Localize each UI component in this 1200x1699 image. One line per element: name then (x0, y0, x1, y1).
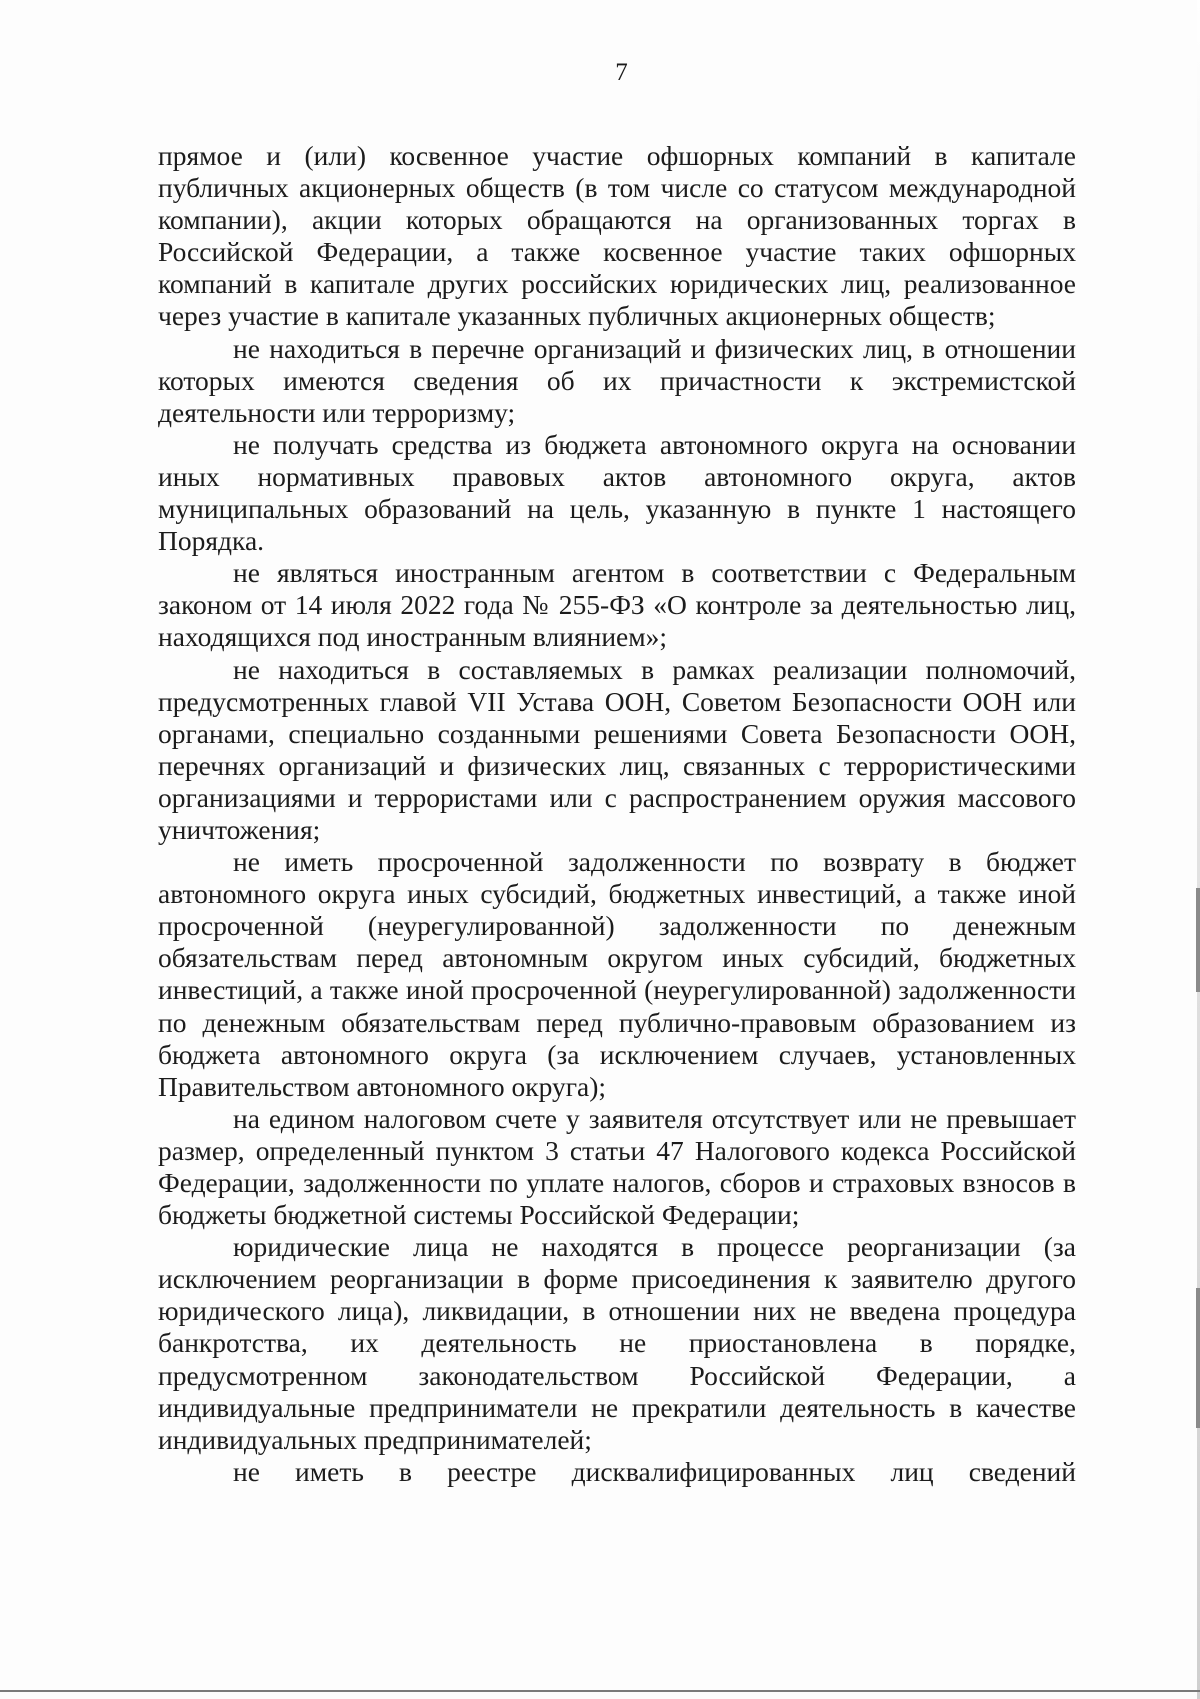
paragraph-disqualified-persons: не иметь в реестре дисквалифицированных лиц сведений (233, 1455, 1076, 1487)
scan-edge-mark (1196, 1288, 1200, 1428)
paragraph-overdue-debt: не иметь просроченной задолженности по возврату в бюджет автономного округа иных субсидий, бюджетных инвестиций, а также иной просроченной (неурегулированной) задолженности по денежным обязательствам перед автономным округом иных субсидий, бюджетных инвестиций, а также иной просроченной (неурегулированной) задолженности по денежным обязательствам перед публично-правовым образованием из бюджета автономного округа (за исключением случаев, установленных Правительством автономного округа); (158, 846, 1076, 1102)
paragraph-extremism-list: не находиться в перечне организаций и физических лиц, в отношении которых имеются сведения об их причастности к экстремистской деятельности или терроризму; (158, 332, 1076, 428)
paragraph-reorganization: юридические лица не находятся в процессе реорганизации (за исключением реорганизации в форме присоединения к заявителю другого юридического лица), ликвидации, в отношении них не введена процедура банкротства, их деятельность не приостановлена в порядке, предусмотренном законодательством Российской Федерации, а индивидуальные предприниматели не прекратили деятельность в качестве индивидуальных предпринимателей; (158, 1231, 1076, 1455)
paragraph-no-other-budget-funds: не получать средства из бюджета автономного округа на основании иных нормативных правовых актов автономного округа, актов муниципальных образований на цель, указанную в пункте 1 настоящего Порядка. (158, 428, 1076, 557)
paragraph-foreign-agent: не являться иностранным агентом в соответствии с Федеральным законом от 14 июля 2022 года № 255-ФЗ «О контроле за деятельностью лиц, находящихся под иностранным влиянием»; (158, 557, 1076, 653)
paragraph-tax-account: на едином налоговом счете у заявителя отсутствует или не превышает размер, определенный пунктом 3 статьи 47 Налогового кодекса Российской Федерации, задолженности по уплате налогов, сборов и страховых взносов в бюджеты бюджетной системы Российской Федерации; (158, 1102, 1076, 1231)
paragraph-un-sanctions-list: не находиться в составляемых в рамках реализации полномочий, предусмотренных главой VII Устава ООН, Советом Безопасности ООН или органами, специально созданными решениями Совета Безопасности ООН, перечнях организаций и физических лиц, связанных с террористическими организациями и террористами или с распространением оружия массового уничтожения; (158, 653, 1076, 845)
document-body (158, 140, 1076, 1488)
scan-bottom-edge (0, 1690, 1200, 1692)
paragraph-offshore-participation: прямое и (или) косвенное участие офшорных компаний в капитале публичных акционерных обществ (в том числе со статусом международной компании), акции которых обращаются на организованных торгах в Российской Федерации, а также косвенное участие таких офшорных компаний в капитале других российских юридических лиц, реализованное через участие в капитале указанных публичных акционерных обществ; (158, 140, 1076, 332)
scan-edge-mark (1196, 888, 1200, 992)
page-number: 7 (615, 59, 628, 86)
